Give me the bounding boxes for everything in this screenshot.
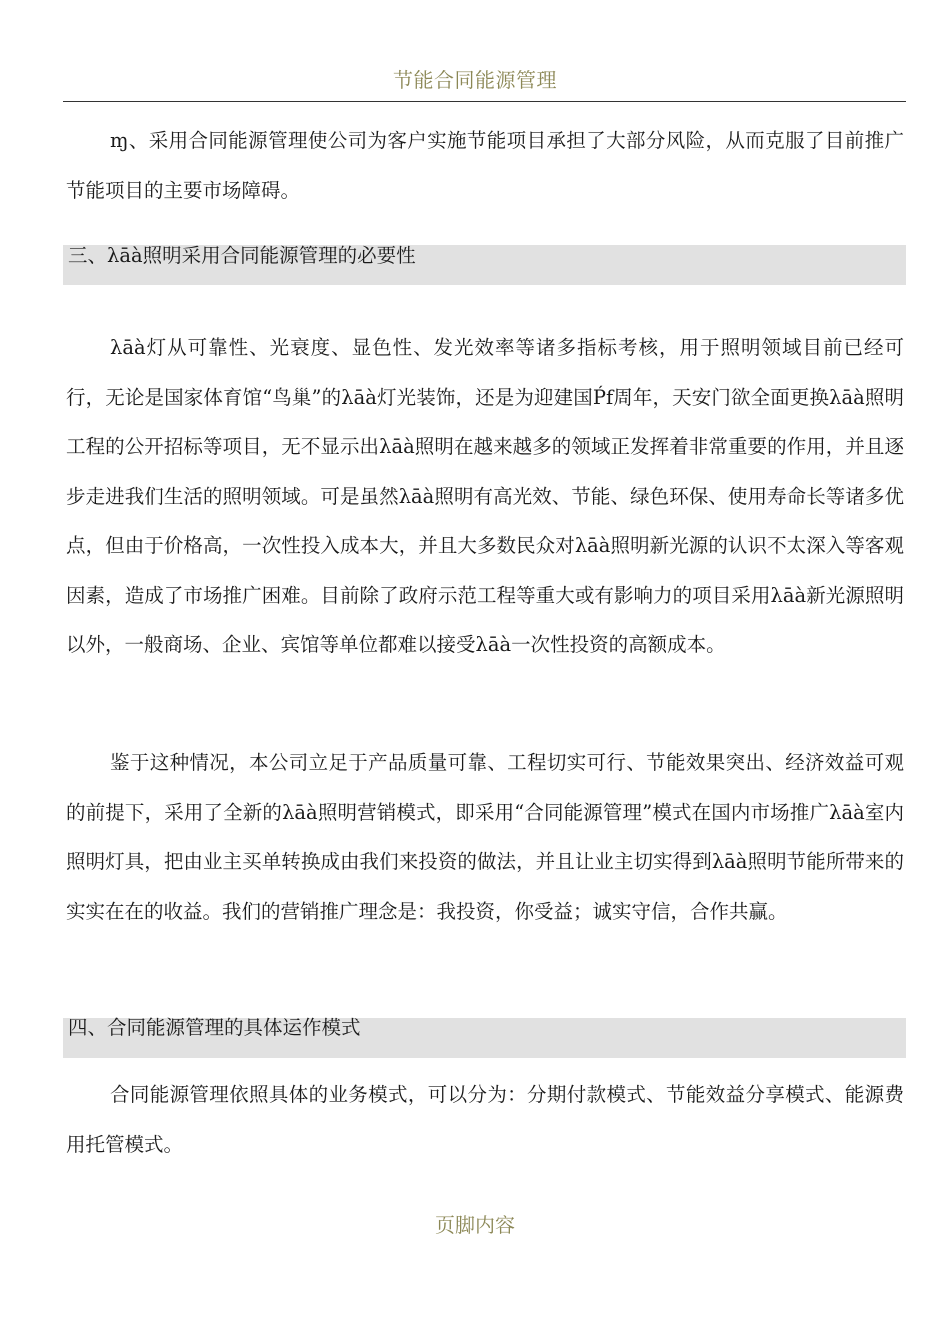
page-footer: 页脚内容 <box>435 1213 515 1237</box>
paragraph-modes: 合同能源管理依照具体的业务模式，可以分为：分期付款模式、节能效益分享模式、能源费用托管模式。 <box>66 1083 904 1156</box>
paragraph-marketing: 鉴于这种情况，本公司立足于产品质量可靠、工程切实可行、节能效果突出、经济效益可观的前提下，采用了全新的λāà照明营销模式，即采用“合同能源管理”模式在国内市场推广λāà室内照明灯具，把由业主买单转换成由我们来投资的做法，并且让业主切实得到λāà照明节能所带来的实实在在的收益。我们的营销推广理念是：我投资，你受益；诚实守信，合作共赢。 <box>66 751 904 923</box>
paragraph-risk: ɱ、采用合同能源管理使公司为客户实施节能项目承担了大部分风险，从而克服了目前推广节能项目的主要市场障碍。 <box>66 129 904 202</box>
section-heading-4: 四、合同能源管理的具体运作模式 <box>68 1016 361 1039</box>
paragraph-necessity: λāà灯从可靠性、光衰度、显色性、发光效率等诸多指标考核，用于照明领域目前已经可行，无论是国家体育馆“鸟巢”的λāà灯光装饰，还是为迎建国Ṕf周年，天安门欲全面更换λāà照明工程的公开招标等项目，无不显示出λāà照明在越来越多的领域正发挥着非常重要的作用，并且逐步走进我们生活的照明领域。可是虽然λāà照明有高光效、节能、绿色环保、使用寿命长等诸多优点，但由于价格高，一次性投入成本大，并且大多数民众对λāà照明新光源的认识不太深入等客观因素，造成了市场推广困难。目前除了政府示范工程等重大或有影响力的项目采用λāà新光源照明以外，一般商场、企业、宾馆等单位都难以接受λāà一次性投资的高额成本。 <box>66 336 904 656</box>
page-header-title: 节能合同能源管理 <box>393 68 557 92</box>
section-heading-3: 三、λāà照明采用合同能源管理的必要性 <box>68 244 416 267</box>
header-divider <box>63 101 906 102</box>
